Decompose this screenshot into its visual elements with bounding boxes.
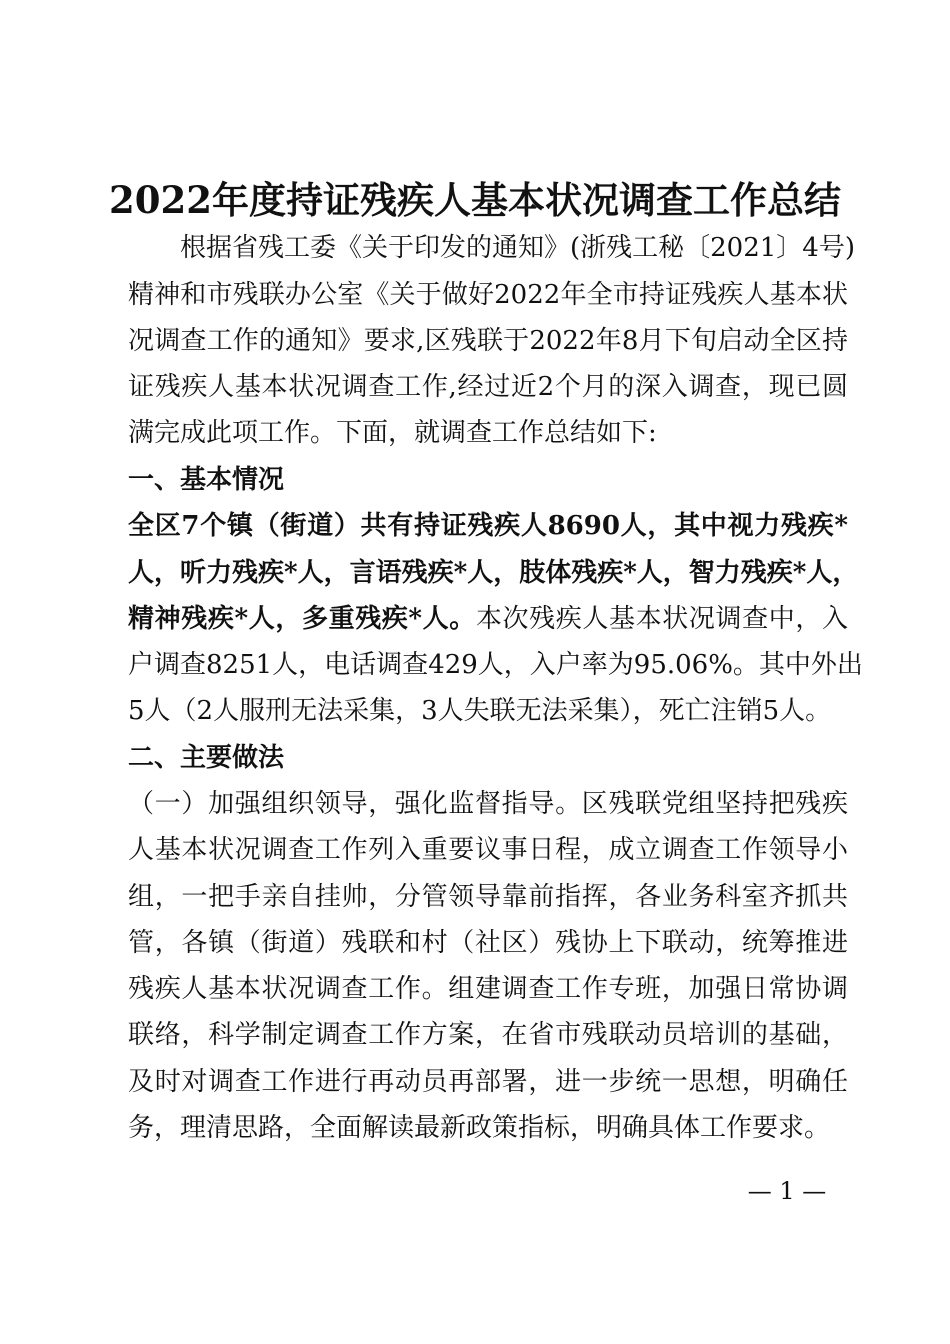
section1-mixed-bold: 精神残疾*人，多重残疾*人。 [128, 604, 476, 634]
intro-line-3: 况调查工作的通知》要求,区残联于2022年8月下旬启动全区持 [128, 326, 848, 356]
section1-line-2: 5人（2人服刑无法采集，3人失联无法采集），死亡注销5人。 [128, 696, 832, 726]
section1-heading: 一、基本情况 [128, 465, 285, 495]
intro-line-4: 证残疾人基本状况调查工作,经过近2个月的深入调查，现已圆 [128, 372, 848, 402]
section1-bold-line-2: 人，听力残疾*人，言语残疾*人，肢体残疾*人，智力残疾*人， [128, 558, 859, 588]
section1-bold-line-1: 全区7个镇（街道）共有持证残疾人8690人，其中视力残疾* [128, 511, 848, 541]
section2-line-2: 人基本状况调查工作列入重要议事日程，成立调查工作领导小 [128, 835, 848, 865]
section2-line-4: 管，各镇（街道）残联和村（社区）残协上下联动，统筹推进 [128, 928, 848, 958]
document-title: 2022年度持证残疾人基本状况调查工作总结 [109, 178, 841, 222]
section2-line-8: 务，理清思路，全面解读最新政策指标，明确具体工作要求。 [128, 1113, 831, 1143]
page-number: — 1 — [747, 1177, 827, 1205]
section1-mixed-line [128, 601, 848, 637]
section2-line-6: 联络，科学制定调查工作方案，在省市残联动员培训的基础， [128, 1020, 848, 1050]
section2-line-7: 及时对调查工作进行再动员再部署，进一步统一思想，明确任 [128, 1067, 848, 1097]
section1-mixed-normal: 本次残疾人基本状况调查中，入 [475, 604, 848, 634]
section2-line-5: 残疾人基本状况调查工作。组建调查工作专班，加强日常协调 [128, 974, 848, 1004]
section2-line-1: （一）加强组织领导，强化监督指导。区残联党组坚持把残疾 [128, 789, 848, 819]
intro-line-5: 满完成此项工作。下面，就调查工作总结如下: [128, 418, 657, 448]
intro-line-1: 根据省残工委《关于印发的通知》(浙残工秘〔2021〕4号) [180, 233, 855, 263]
intro-line-2: 精神和市残联办公室《关于做好2022年全市持证残疾人基本状 [128, 280, 848, 310]
section2-line-3: 组，一把手亲自挂帅，分管领导靠前指挥，各业务科室齐抓共 [128, 882, 848, 912]
section1-line-1: 户调查8251人，电话调查429人，入户率为95.06%。其中外出 [128, 650, 863, 680]
section2-heading: 二、主要做法 [128, 743, 285, 773]
